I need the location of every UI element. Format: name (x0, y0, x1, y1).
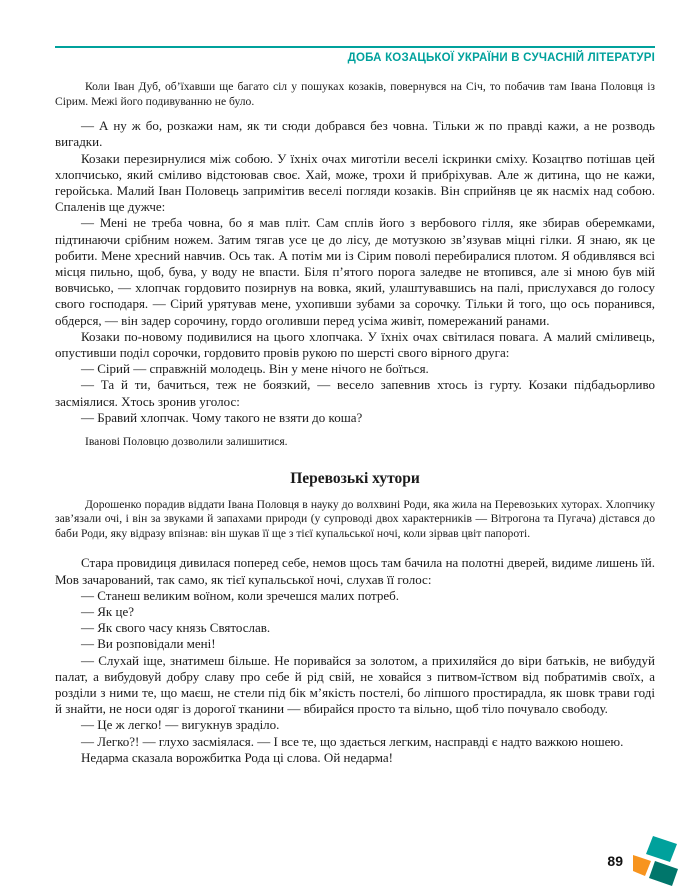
chapter-running-title: ДОБА КОЗАЦЬКОЇ УКРАЇНИ В СУЧАСНІЙ ЛІТЕРАТУРІ (347, 52, 655, 64)
paragraph: Недарма сказала ворожбитка Рода ці слова. Ой недарма! (81, 749, 393, 765)
paragraph: — Як свого часу князь Святослав. (81, 620, 271, 636)
paragraph: — А ну ж бо, розкажи нам, як ти сюди добрався без човна. Тільки ж по правді кажи, а не розводь вигадки. (55, 118, 655, 150)
paragraph: — Слухай іще, знатимеш більше. Не поривайся за золотом, а прихиляйся до віри батьків, не вибудуй палат, а вибудовуй добру славу про себе й рід свій, не ховайся з питвом-їством від побратимів своїх, а розділи з ними те, що маєш, не стели під бік м’якість постелі, бо ліпшого простирадла, як шовк трави годі й знайти, не носи одяг із дорогої тканини — вбирайся просто та вільно, щоб тіло почувало свободу. (55, 652, 655, 717)
paragraph: — Мені не треба човна, бо я мав пліт. Сам сплів його з вербового гілля, яке збирав оберемками, підтинаючи срібним ножем. Затим тягав усе це до лісу, де мотузкою зв’язував міцні гілки. Я знаю, як це робити. Мене хресний навчив. Ось так. А потім ми із Сірим поволі перебиралися плотом. Я обдивлявся всі місця пильно, щоб, бува, у воду не впасти. Біля п’ятого порога заледве не втопився, але зі мною був мій вовчисько, — хлопчак гордовито позирнув на вовка, який, улаштувавшись на палі, прислухався до голосу свого господаря. — Сірий урятував мене, ухопивши зубами за сорочку. Тільки й того, що ось поранився, обдерся, — він задер сорочину, гордо оголивши перед усіма живіт, помережаний ранами. (55, 215, 655, 328)
header-rule (55, 46, 655, 48)
paragraph: — Легко?! — глухо засміялася. — І все те, що здається легким, насправді є надто важкою ношею. (81, 733, 624, 749)
publisher-logo-icon (633, 836, 679, 886)
paragraph: — Станеш великим воїном, коли зречешся малих потреб. (81, 587, 400, 603)
paragraph: — Бравий хлопчак. Чому такого не взяти до коша? (81, 409, 363, 425)
page-text (55, 80, 655, 766)
summary-paragraph: Коли Іван Дуб, об’їхавши ще багато сіл у пошуках козаків, повернувся на Січ, то побачив там Івана Половця із Сірим. Межі його подивуванню не було. (55, 80, 655, 108)
paragraph: Козаки перезирнулися між собою. У їхніх очах миготіли веселі іскринки сміху. Козацтво потішав цей хлопчисько, який сміливо відстоював своє. Хай, може, трохи й прибріхував. Але ж дитина, що не кажи, геройська. Малий Іван Половець запримітив веселі погляди козаків. Він сприйняв це як насміх над собою. Спаленів ще дужче: (55, 150, 655, 215)
section-heading: Перевозькі хутори (290, 469, 420, 487)
paragraph: — Сірий — справжній молодець. Він у мене нічого не боїться. (81, 361, 429, 377)
page-header (55, 46, 655, 64)
summary-paragraph: Дорошенко порадив віддати Івана Половця в науку до волхвині Роди, яка жила на Перевозьких хуторах. Хлопчику зав’язали очі, і він за звуками й запахами природи (у супроводі двох характерників — Вітрогона та Пугача) дістався до баби Роди, яку відразу впізнав: він шукав її ще з тієї купальської ночі, коли зірвав цвіт папороті. (55, 497, 655, 540)
paragraph: — Як це? (81, 604, 134, 620)
summary-paragraph: Іванові Половцю дозволили залишитися. (85, 435, 288, 449)
paragraph: Стара провидиця дивилася поперед себе, немов щось там бачила на полотні дверей, видиме лишень їй. Мов зачарований, так само, як тієї купальської ночі, слухав її голос: (55, 555, 655, 587)
page-footer (607, 836, 679, 886)
paragraph: Козаки по-новому подивилися на цього хлопчака. У їхніх очах світилася повага. А малий сміливець, опустивши поділ сорочки, гордовито провів рукою по шерсті свого вірного друга: (55, 328, 655, 361)
paragraph: — Та й ти, бачиться, теж не боязкий, — весело запевнив хтось із гурту. Козаки підбадьорливо засміялися. Хтось зронив уголос: (55, 377, 655, 409)
page-number: 89 (607, 853, 623, 869)
paragraph: — Це ж легко! — вигукнув зраділо. (81, 717, 280, 733)
paragraph: — Ви розповідали мені! (81, 636, 216, 652)
